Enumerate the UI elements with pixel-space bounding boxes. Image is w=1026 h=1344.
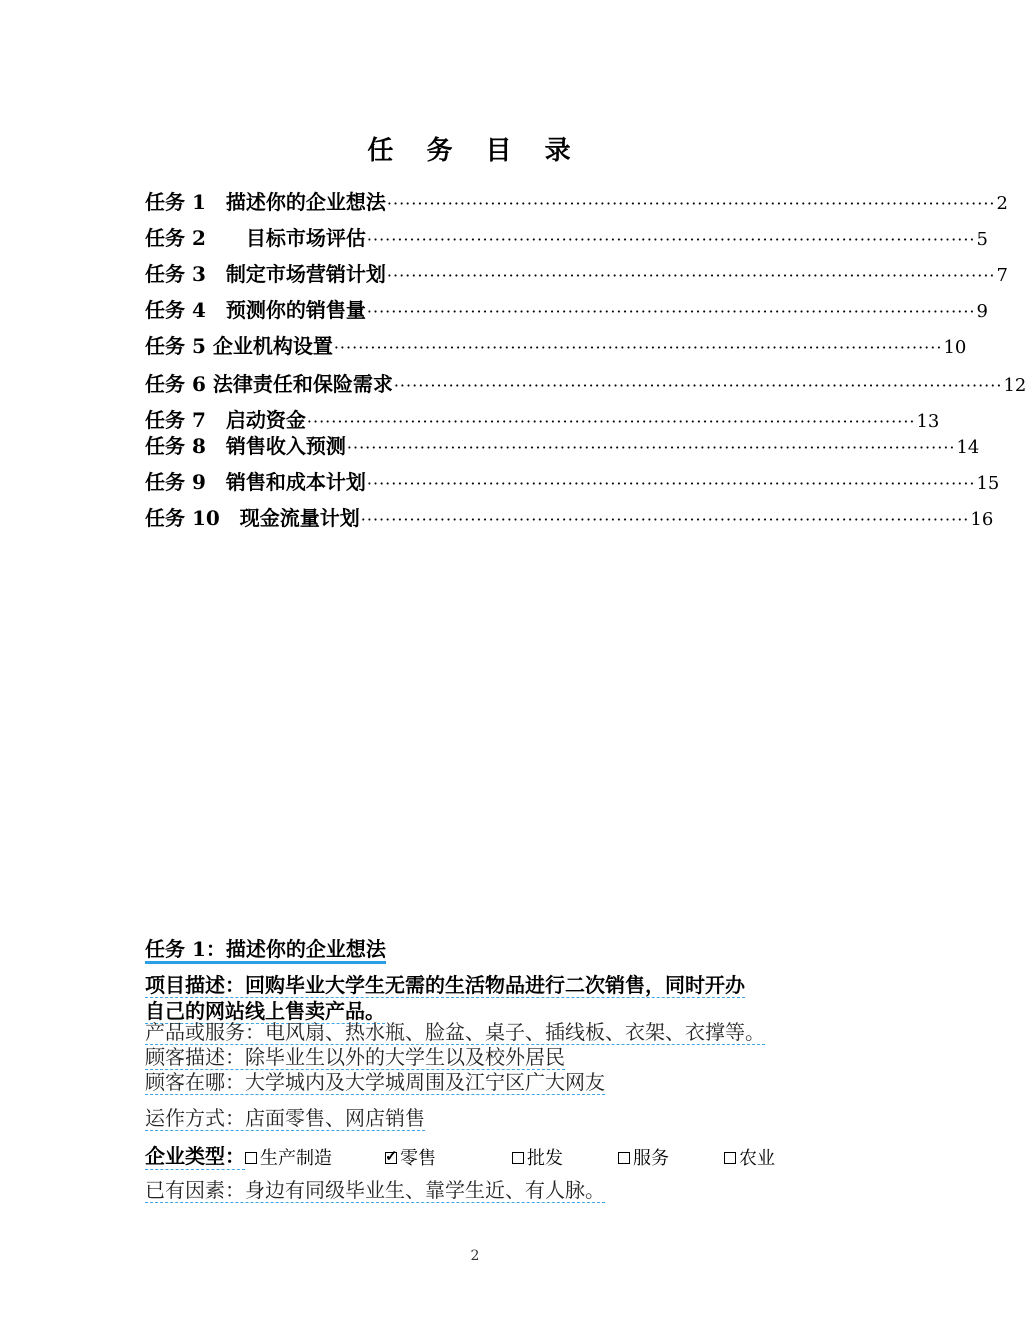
toc-entry bbox=[145, 222, 988, 251]
checked-checkbox-icon[interactable] bbox=[385, 1152, 397, 1164]
type-option-label: 服务 bbox=[633, 1148, 669, 1169]
enterprise-type-label: 企业类型： bbox=[145, 1140, 245, 1170]
type-option-wholesale[interactable] bbox=[512, 1144, 618, 1170]
type-option-retail[interactable] bbox=[385, 1144, 512, 1170]
toc-title: 任 务 目 录 bbox=[367, 136, 583, 166]
toc-leader-dots: ···································································································· bbox=[386, 266, 996, 285]
type-option-label: 生产制造 bbox=[260, 1148, 332, 1169]
toc-entry bbox=[145, 330, 967, 359]
toc-entry-page: 9 bbox=[976, 301, 988, 322]
toc-leader-dots: ···································································································· bbox=[346, 438, 956, 457]
toc-leader-dots: ···································································································· bbox=[386, 194, 996, 213]
toc-entry-label: 任务 4 预测你的销售量 bbox=[145, 298, 366, 322]
type-option-label: 零售 bbox=[400, 1148, 436, 1169]
type-option-agriculture[interactable] bbox=[724, 1144, 775, 1170]
product-line bbox=[145, 1020, 810, 1044]
project-description-line1: 项目描述：回购毕业大学生无需的生活物品进行二次销售，同时开办 bbox=[145, 973, 745, 997]
toc-leader-dots: ···································································································· bbox=[393, 376, 1003, 395]
task1-heading-block bbox=[145, 933, 810, 962]
project-description bbox=[145, 972, 810, 1024]
checkbox-icon[interactable] bbox=[618, 1152, 630, 1164]
toc-entry-page: 14 bbox=[956, 437, 980, 458]
toc-entry-page: 15 bbox=[976, 473, 1000, 494]
toc-leader-dots: ···································································································· bbox=[360, 510, 970, 529]
operation-mode: 运作方式：店面零售、网店销售 bbox=[145, 1106, 425, 1130]
toc-leader-dots: ···································································································· bbox=[366, 474, 976, 493]
customer-description: 顾客描述：除毕业生以外的大学生以及校外居民 bbox=[145, 1045, 565, 1069]
toc-leader-dots: ···································································································· bbox=[366, 230, 976, 249]
toc-leader-dots: ···································································································· bbox=[366, 302, 976, 321]
type-option-service[interactable] bbox=[618, 1144, 724, 1170]
toc-entry-label: 任务 10 现金流量计划 bbox=[145, 506, 360, 530]
toc-entry-label: 任务 5 企业机构设置 bbox=[145, 334, 333, 358]
checkbox-icon[interactable] bbox=[724, 1152, 736, 1164]
page-number: 2 bbox=[470, 1248, 480, 1264]
checkbox-icon[interactable] bbox=[245, 1152, 257, 1164]
type-option-manufacturing[interactable] bbox=[245, 1144, 385, 1170]
toc-entry-label: 任务 8 销售收入预测 bbox=[145, 434, 346, 458]
toc-entry-label: 任务 7 启动资金 bbox=[145, 408, 306, 432]
product-services: 产品或服务：电风扇、热水瓶、脸盆、桌子、插线板、衣架、衣撑等。 bbox=[145, 1020, 765, 1044]
toc-entry bbox=[145, 186, 1008, 215]
toc-leader-dots: ···································································································· bbox=[306, 412, 916, 431]
toc-entry-label: 任务 1 描述你的企业想法 bbox=[145, 190, 386, 214]
toc-entry bbox=[145, 430, 980, 459]
toc-entry-page: 13 bbox=[916, 411, 940, 432]
toc-entry-label: 任务 9 销售和成本计划 bbox=[145, 470, 366, 494]
toc-entry-page: 12 bbox=[1003, 375, 1026, 396]
toc-entry bbox=[145, 404, 940, 433]
toc-entry-page: 2 bbox=[996, 193, 1008, 214]
toc-entry-page: 10 bbox=[943, 337, 967, 358]
customer-description-line bbox=[145, 1045, 810, 1069]
toc-entry-page: 16 bbox=[970, 509, 994, 530]
toc-entry bbox=[145, 294, 988, 323]
toc-entry-label: 任务 2 目标市场评估 bbox=[145, 226, 366, 250]
project-description-line2: 自己的网站线上售卖产品。 bbox=[145, 999, 385, 1023]
toc-entry-label: 任务 6 法律责任和保险需求 bbox=[145, 372, 393, 396]
operation-line bbox=[145, 1106, 810, 1130]
toc-entry bbox=[145, 502, 994, 531]
existing-factors-line bbox=[145, 1178, 810, 1202]
type-option-label: 批发 bbox=[527, 1148, 563, 1169]
type-option-label: 农业 bbox=[739, 1148, 775, 1169]
checkbox-icon[interactable] bbox=[512, 1152, 524, 1164]
toc-entry-label: 任务 3 制定市场营销计划 bbox=[145, 262, 386, 286]
task1-heading: 任务 1：描述你的企业想法 bbox=[145, 937, 386, 964]
toc-entry-page: 5 bbox=[976, 229, 988, 250]
toc-entry-page: 7 bbox=[996, 265, 1008, 286]
toc-entry bbox=[145, 368, 1026, 397]
customer-location-line bbox=[145, 1070, 810, 1094]
existing-factors: 已有因素：身边有同级毕业生、靠学生近、有人脉。 bbox=[145, 1178, 605, 1202]
toc-entry bbox=[145, 258, 1008, 287]
customer-location: 顾客在哪：大学城内及大学城周围及江宁区广大网友 bbox=[145, 1070, 605, 1094]
toc-leader-dots: ···································································································· bbox=[333, 338, 943, 357]
enterprise-type-row bbox=[145, 1140, 810, 1170]
toc-entry bbox=[145, 466, 1000, 495]
